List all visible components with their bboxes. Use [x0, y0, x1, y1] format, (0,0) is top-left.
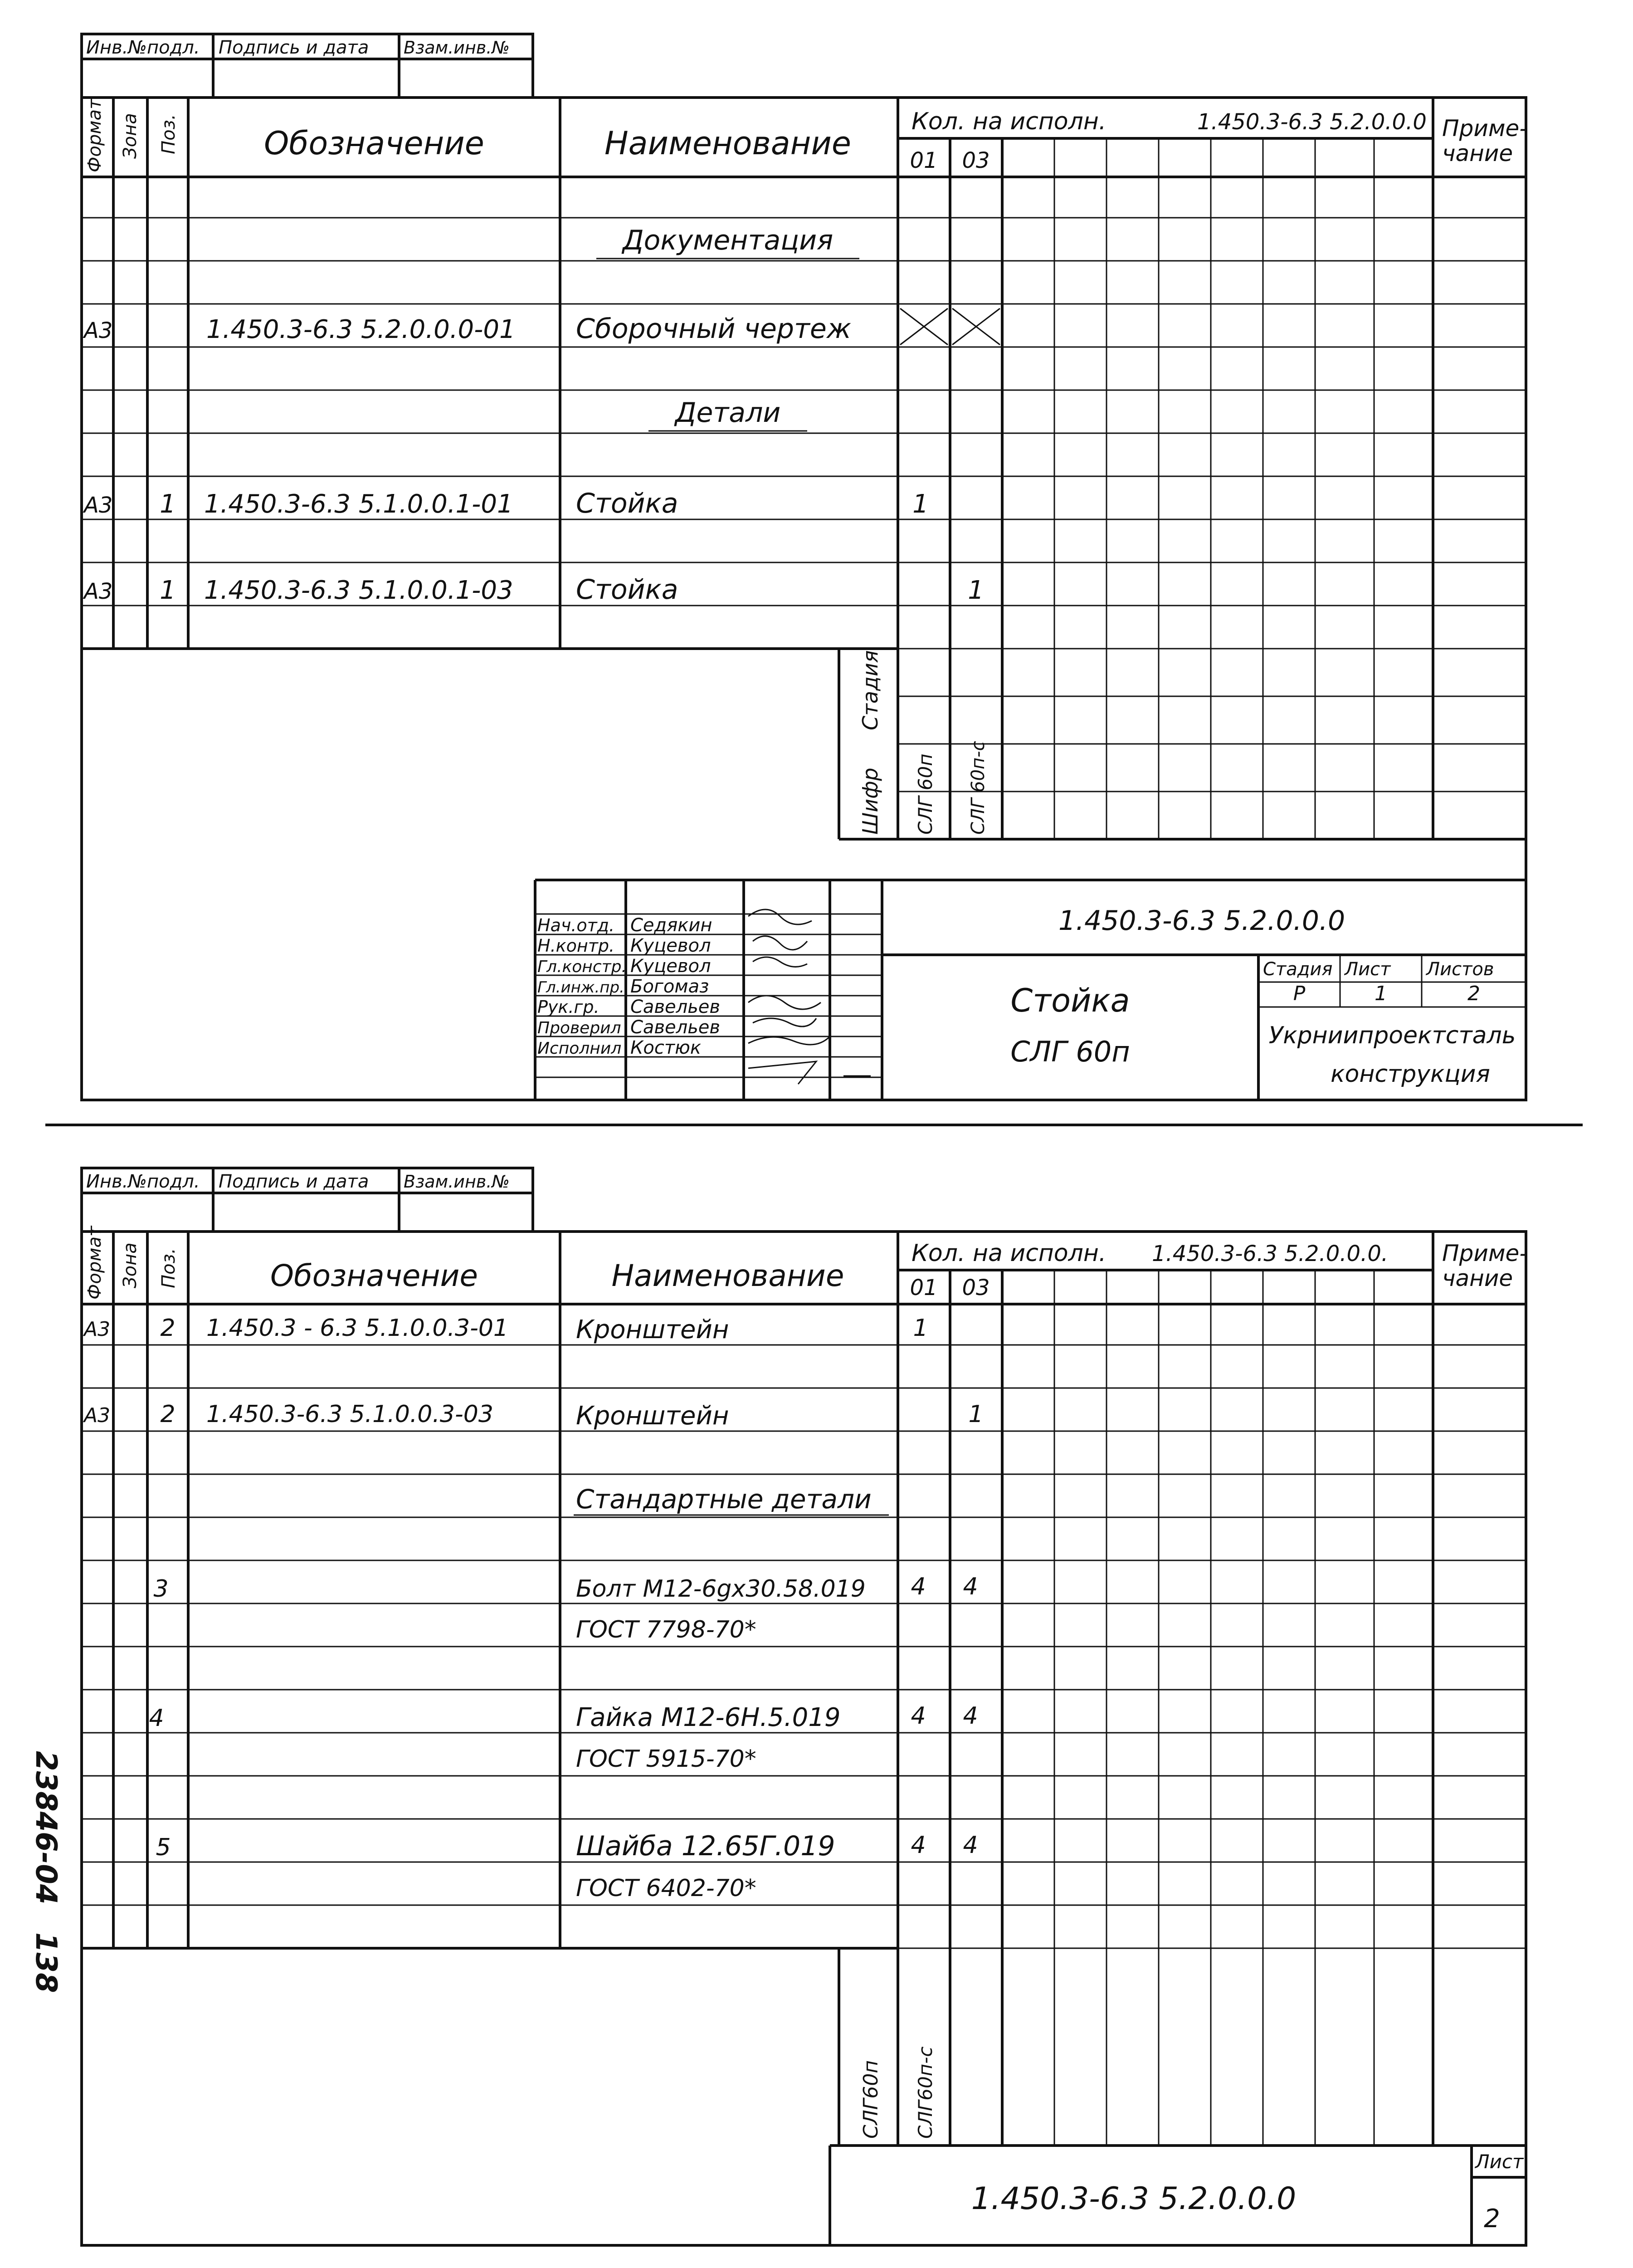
- sheet2-row1-poz: 2: [160, 1401, 175, 1428]
- sheet2-row0-q01: 1: [913, 1315, 928, 1342]
- sheet1-h-poz: Поз.: [158, 114, 179, 154]
- sheet2-side-c2: СЛГ60п-с: [914, 2046, 936, 2139]
- sheet2-row0-oboznachenie: 1.450.3 - 6.3 5.1.0.0.3-01: [206, 1315, 508, 1342]
- sheet2-row1-q03: 1: [968, 1401, 984, 1428]
- sheet2-row3-q03: 4: [963, 1573, 978, 1600]
- sheet1-stadiya-label: Стадия: [1263, 959, 1333, 980]
- sheet2-row3-naimenovanie: Болт М12-6gx30.58.019: [576, 1575, 866, 1603]
- sheet2-h-kol-na-ispoln: Кол. на исполн.: [912, 1240, 1107, 1267]
- sheet1-row4-poz: 1: [160, 576, 176, 605]
- sig-name: Седякин: [630, 915, 712, 936]
- sheet2-h-exec-01: 01: [910, 1275, 938, 1300]
- sheet1-listov-value: 2: [1467, 982, 1480, 1005]
- sheet1-doc-code: 1.450.3-6.3 5.2.0.0.0: [1058, 905, 1345, 937]
- sheet2-h-oboznachenie: Обозначение: [270, 1258, 478, 1293]
- sheet2-side-c1: СЛГ60п: [859, 2060, 882, 2139]
- sheet2-h-format: Формат: [84, 1226, 105, 1300]
- sheet1-org-line2: конструкция: [1331, 1061, 1490, 1088]
- sig-role: Проверил: [537, 1019, 621, 1037]
- sheet2-row4-naimenovanie: ГОСТ 7798-70*: [576, 1616, 756, 1643]
- sheet2-row7-naimenovanie: Шайба 12.65Г.019: [576, 1830, 835, 1862]
- sheet1-h-kol-doc: 1.450.3-6.3 5.2.0.0.0: [1197, 109, 1427, 135]
- table-row: Документация: [622, 225, 834, 256]
- sheet2-row5-poz: 4: [149, 1705, 164, 1732]
- sheet2-row7-q01: 4: [911, 1832, 926, 1859]
- sheet1-h-oboznachenie: Обозначение: [264, 125, 484, 162]
- sheet1-h-exec-03: 03: [962, 148, 990, 173]
- sheet1-h-primechanie: Приме-чание: [1442, 115, 1528, 166]
- sheet2-stamp-vzam-inv: Взам.инв.№: [404, 1172, 510, 1192]
- sheet1-side-stadiya: Стадия: [858, 650, 882, 730]
- sheet1-row3-oboznachenie: 1.450.3-6.3 5.1.0.0.1-01: [204, 489, 513, 519]
- sheet1-row4-format: А3: [84, 579, 113, 604]
- sheet1-row4-naimenovanie: Стойка: [576, 574, 678, 606]
- margin-archive-number: 23846-04: [29, 1751, 63, 1905]
- sheet2-row5-q03: 4: [963, 1702, 978, 1730]
- sheet1-h-kol-na-ispoln: Кол. на исполн.: [912, 108, 1107, 135]
- sheet1-row1-format: А3: [84, 318, 113, 343]
- sheet1-side-c1: СЛГ 60п: [914, 753, 936, 835]
- sheet2-row0-naimenovanie: Кронштейн: [576, 1315, 729, 1344]
- sheet1-stamp-inv-podl: Инв.№подл.: [86, 37, 200, 58]
- sheet2-row0-poz: 2: [160, 1315, 175, 1342]
- sig-role: Нач.отд.: [537, 915, 615, 935]
- sheet2-stamp-podpis-data: Подпись и дата: [219, 1171, 369, 1192]
- sheet1-title-line2: СЛГ 60п: [1010, 1035, 1130, 1068]
- sheet1-side-c2: СЛГ 60п-с: [968, 741, 989, 835]
- sheet1-table-grid: [82, 218, 1526, 839]
- sheet2-h-exec-03: 03: [962, 1275, 990, 1300]
- sheet2-h-poz: Поз.: [158, 1248, 179, 1288]
- sheet2-row1-oboznachenie: 1.450.3-6.3 5.1.0.0.3-03: [206, 1401, 493, 1428]
- sheet2-h-zona: Зона: [120, 1242, 141, 1288]
- sheet1-h-format: Формат: [84, 98, 105, 172]
- sheet1-h-zona: Зона: [120, 113, 141, 159]
- sheet1-list-value: 1: [1375, 982, 1387, 1005]
- sheet1-column-lines: [82, 98, 1526, 839]
- sheet1-row3-poz: 1: [160, 489, 176, 519]
- sheet2-row7-q03: 4: [963, 1832, 978, 1859]
- sheet1-row4-oboznachenie: 1.450.3-6.3 5.1.0.0.1-03: [204, 576, 513, 605]
- sheet2-row3-poz: 3: [153, 1575, 169, 1603]
- sheet1-title-line1: Стойка: [1010, 982, 1130, 1019]
- sheet1-row1-oboznachenie: 1.450.3-6.3 5.2.0.0.0-01: [206, 315, 516, 344]
- sheet2-row8-naimenovanie: ГОСТ 6402-70*: [576, 1875, 756, 1902]
- sheet2-stamp-inv-podl: Инв.№подл.: [86, 1171, 200, 1192]
- sheet2-h-naimenovanie: Наименование: [611, 1258, 844, 1293]
- sheet-1: [82, 34, 1527, 1100]
- sig-name: Богомаз: [630, 976, 709, 997]
- sheet2-row3-q01: 4: [911, 1573, 926, 1600]
- sheet1-signature-scribbles: [748, 909, 871, 1084]
- table-row: Детали: [675, 397, 781, 429]
- sheet1-row3-q01: 1: [912, 489, 929, 519]
- sheet2-row5-naimenovanie: Гайка М12-6Н.5.019: [576, 1703, 841, 1732]
- sheet1-list-label: Лист: [1345, 959, 1391, 980]
- sheet1-stamp-podpis-data: Подпись и дата: [219, 37, 369, 58]
- sheet1-stamp-vzam-inv: Взам.инв.№: [404, 38, 510, 58]
- sheet2-row6-naimenovanie: ГОСТ 5915-70*: [576, 1745, 756, 1773]
- sheet1-qty-extra-columns: [1054, 138, 1374, 839]
- sheet2-frame: [82, 1232, 1526, 2245]
- sheet2-list-value: 2: [1484, 2204, 1500, 2234]
- sheet2-row1-format: А3: [84, 1404, 111, 1427]
- sheet1-org-line1: Укрниипроектсталь: [1268, 1022, 1516, 1049]
- sig-role: Гл.констр.: [537, 958, 627, 976]
- sheet-2: [82, 1168, 1527, 2245]
- sheet2-doc-code: 1.450.3-6.3 5.2.0.0.0: [971, 2181, 1297, 2217]
- margin-page-number: 138: [29, 1932, 63, 1993]
- sig-name: Куцевол: [630, 935, 711, 956]
- sheet2-list-label: Лист: [1475, 2151, 1524, 2173]
- sheet1-row4-q03: 1: [968, 576, 984, 605]
- sig-role: Исполнил: [537, 1039, 622, 1058]
- sheet1-row1-naimenovanie: Сборочный чертеж: [576, 313, 851, 345]
- sig-name: Костюк: [630, 1037, 701, 1058]
- sheet1-table-rows: [83, 225, 1000, 606]
- sheet1-row3-naimenovanie: Стойка: [576, 488, 678, 519]
- sig-role: Гл.инж.пр.: [537, 978, 624, 997]
- sheet1-row3-format: А3: [84, 493, 113, 518]
- sig-name: Савельев: [630, 1017, 720, 1038]
- sig-role: Н.контр.: [537, 936, 615, 956]
- sheet2-row2-naimenovanie: Стандартные детали: [576, 1484, 872, 1515]
- sheet1-h-exec-01: 01: [910, 148, 938, 173]
- sheet2-table-rows: [83, 1315, 984, 1902]
- sheet2-h-kol-doc: 1.450.3-6.3 5.2.0.0.0.: [1152, 1241, 1389, 1266]
- sheet2-column-lines: [82, 1232, 1526, 2245]
- sheet2-row0-format: А3: [84, 1318, 111, 1341]
- sheet1-side-shifr: Шифр: [858, 767, 882, 835]
- sig-name: Куцевол: [630, 956, 711, 977]
- sheet2-row1-naimenovanie: Кронштейн: [576, 1401, 729, 1431]
- sheet2-qty-extra-columns: [1054, 1270, 1374, 2146]
- sig-name: Савельев: [630, 997, 720, 1017]
- sheet2-row5-q01: 4: [911, 1702, 926, 1730]
- sig-role: Рук.гр.: [537, 997, 600, 1017]
- sheet2-h-primechanie: Приме-чание: [1442, 1240, 1528, 1291]
- sheet1-stadiya-value: Р: [1293, 982, 1306, 1005]
- sheet1-listov-label: Листов: [1426, 959, 1494, 980]
- sheet2-row7-poz: 5: [156, 1834, 171, 1861]
- sheet1-h-naimenovanie: Наименование: [604, 125, 851, 162]
